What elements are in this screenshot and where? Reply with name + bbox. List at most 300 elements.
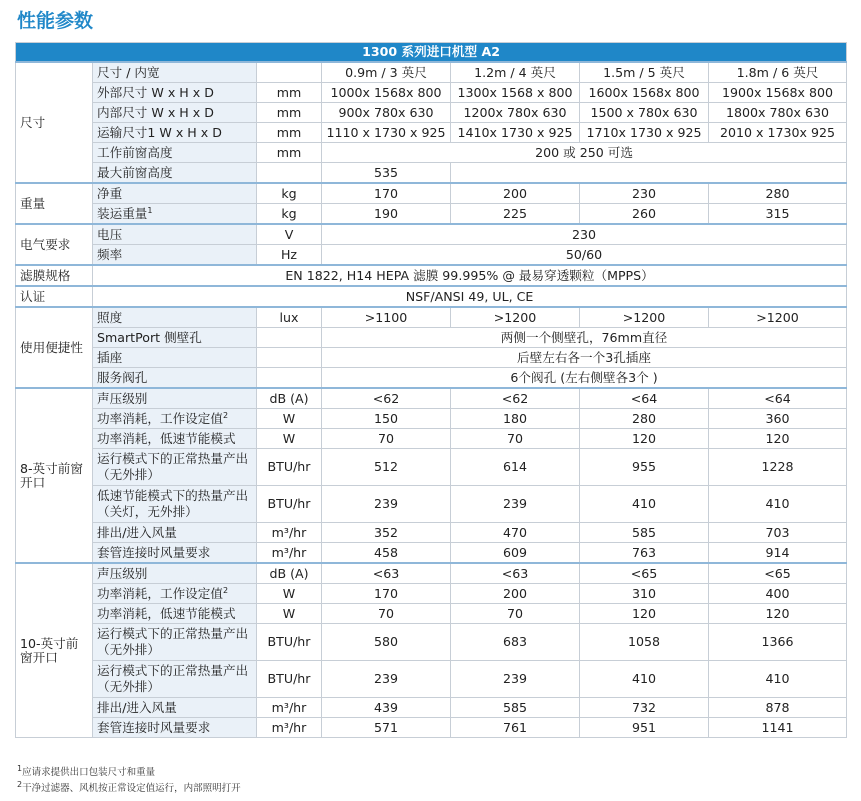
value-cell — [580, 563, 709, 584]
unit-cell — [257, 163, 322, 184]
value-cell-text: 955 — [631, 459, 657, 474]
value-cell — [709, 698, 847, 718]
row-label-text: 套管连接时风量要求 — [97, 544, 211, 560]
row-label-text: 电压 — [97, 226, 123, 242]
value-cell-text: 763 — [631, 544, 657, 560]
row-label — [93, 604, 257, 624]
value-cell-text: 120 — [765, 605, 790, 621]
value-cell — [451, 563, 580, 584]
row-label — [93, 449, 257, 486]
row-label — [93, 563, 257, 584]
value-cell — [580, 624, 709, 661]
value-cell — [580, 204, 709, 225]
value-cell — [580, 718, 709, 738]
value-cell — [451, 661, 580, 698]
table-row — [16, 661, 847, 698]
value-cell — [322, 409, 451, 429]
value-cell — [580, 83, 709, 103]
value-cell — [322, 307, 451, 328]
value-cell — [580, 307, 709, 328]
row-label-text: 运行模式下的正常热量产出（无外排） — [97, 626, 249, 657]
value-cell — [322, 661, 451, 698]
unit-cell-text: W — [282, 410, 296, 426]
value-cell-text: 585 — [502, 699, 528, 715]
unit-cell — [257, 368, 322, 389]
unit-cell — [257, 449, 322, 486]
value-cell-text: 120 — [765, 430, 790, 446]
unit-cell-text: dB (A) — [269, 390, 309, 406]
value-cell-text: 535 — [373, 164, 399, 180]
value-cell — [709, 204, 847, 225]
value-cell — [580, 449, 709, 486]
value-cell-text: 914 — [765, 544, 790, 560]
table-row — [16, 584, 847, 604]
value-cell — [451, 543, 580, 564]
section-open10-text: 10-英寸前窗开口 — [20, 635, 79, 665]
row-label — [93, 307, 257, 328]
value-cell — [322, 103, 451, 123]
value-cell-text: 439 — [373, 699, 399, 715]
value-cell-text: 239 — [502, 671, 528, 686]
value-cell — [709, 123, 847, 143]
value-cell-text: 两侧一个侧壁孔，76mm直径 — [500, 329, 668, 345]
value-cell — [451, 204, 580, 225]
table-row — [16, 62, 847, 83]
section-weight-text: 重量 — [20, 195, 46, 211]
table-row — [16, 698, 847, 718]
row-label-text: 外部尺寸 W x H x D — [97, 84, 214, 100]
unit-cell — [257, 661, 322, 698]
size-cell — [580, 62, 709, 83]
value-cell-text: 230 — [572, 226, 597, 242]
row-label-text: 套管连接时风量要求 — [97, 719, 211, 735]
section-cert — [16, 286, 93, 307]
value-cell-text: 1800x 780x 630 — [726, 104, 830, 120]
value-cell-text: 470 — [502, 524, 528, 540]
row-label — [93, 486, 257, 523]
value-cell — [709, 103, 847, 123]
table-row — [16, 103, 847, 123]
value-cell-text: 70 — [506, 605, 524, 621]
value-cell-text: 6个阀孔 (左右侧壁各3个 ) — [510, 369, 658, 385]
value-cell — [322, 429, 451, 449]
value-cell-text: <62 — [372, 390, 400, 406]
unit-cell — [257, 103, 322, 123]
value-cell-text: 190 — [373, 205, 399, 221]
unit-cell-text: mm — [276, 124, 302, 140]
unit-cell — [257, 62, 322, 83]
value-cell-text: 1058 — [627, 634, 661, 649]
value-cell-text: 120 — [631, 605, 657, 621]
value-cell — [451, 584, 580, 604]
row-label-text: 排出/进入风量 — [97, 524, 177, 540]
table-header — [16, 43, 847, 63]
value-cell-text: 150 — [373, 410, 399, 426]
value-cell — [451, 718, 580, 738]
value-cell — [580, 123, 709, 143]
footnote-text: 应请求提供出口包装尺寸和重量 — [22, 767, 156, 778]
unit-cell — [257, 388, 322, 409]
row-label-text: 功率消耗，工作设定值 — [97, 585, 223, 601]
unit-cell-text: W — [282, 605, 296, 621]
row-label — [93, 409, 257, 429]
value-cell-text: 50/60 — [565, 246, 603, 262]
value-cell — [451, 388, 580, 409]
unit-cell-text: W — [282, 585, 296, 601]
value-cell-text: 70 — [377, 430, 395, 446]
table-row — [16, 624, 847, 661]
value-cell — [709, 449, 847, 486]
size-cell-text: 1.2m / 4 英尺 — [474, 64, 556, 80]
unit-cell-text: m³/hr — [271, 544, 307, 560]
spec-table-body — [16, 43, 847, 738]
table-row — [16, 183, 847, 204]
value-cell-text: 683 — [502, 634, 528, 649]
row-label — [93, 62, 257, 83]
value-cell-text: 230 — [631, 185, 657, 201]
size-cell — [709, 62, 847, 83]
value-cell — [451, 449, 580, 486]
unit-cell-text: mm — [276, 144, 302, 160]
value-cell — [93, 265, 847, 286]
value-cell-text: <64 — [764, 390, 791, 406]
value-cell-text: 512 — [373, 459, 399, 474]
footnote — [17, 781, 241, 797]
row-label-text: 尺寸 / 内宽 — [97, 64, 160, 80]
value-cell — [451, 307, 580, 328]
row-label-text: 运行模式下的正常热量产出（无外排） — [97, 663, 249, 694]
row-label-text: 功率消耗，低速节能模式 — [97, 430, 236, 446]
value-cell-text: 280 — [765, 185, 790, 201]
section-open10 — [16, 563, 93, 738]
row-label-text: 内部尺寸 W x H x D — [97, 104, 214, 120]
row-label-text: 运输尺寸1 W x H x D — [97, 124, 222, 140]
value-cell — [580, 429, 709, 449]
footnote — [17, 765, 241, 781]
value-cell-text: 225 — [502, 205, 528, 221]
value-cell — [451, 486, 580, 523]
size-cell — [451, 62, 580, 83]
value-cell-text: 1228 — [761, 459, 794, 474]
value-cell — [451, 83, 580, 103]
value-cell-text: 352 — [373, 524, 399, 540]
value-cell — [580, 543, 709, 564]
table-row — [16, 83, 847, 103]
value-cell — [451, 103, 580, 123]
value-cell — [580, 486, 709, 523]
unit-cell — [257, 429, 322, 449]
row-label-text: 服务阀孔 — [97, 369, 148, 385]
value-cell-text: 1900x 1568x 800 — [722, 84, 834, 100]
footnote-marker: 2 — [17, 779, 23, 789]
value-cell — [451, 698, 580, 718]
value-cell-text: 310 — [631, 585, 657, 601]
section-electrical-text: 电气要求 — [20, 236, 71, 252]
value-cell — [709, 307, 847, 328]
value-cell — [580, 409, 709, 429]
value-cell — [580, 183, 709, 204]
unit-cell — [257, 183, 322, 204]
row-label-text: 声压级别 — [97, 390, 148, 406]
value-cell-text: 458 — [373, 544, 399, 560]
unit-cell — [257, 624, 322, 661]
value-cell — [322, 348, 847, 368]
row-label — [93, 584, 257, 604]
value-cell-text: 2010 x 1730x 925 — [720, 124, 836, 140]
value-cell-text: 120 — [631, 430, 657, 446]
row-label-text: 声压级别 — [97, 565, 148, 581]
value-cell — [580, 698, 709, 718]
page-title: 性能参数 — [17, 10, 94, 32]
value-cell-text: 410 — [631, 671, 657, 686]
size-cell-text: 1.8m / 6 英尺 — [736, 64, 819, 80]
section-electrical — [16, 224, 93, 265]
value-cell-text: 200 或 250 可选 — [535, 144, 633, 160]
value-cell-text: 70 — [506, 430, 524, 446]
unit-cell-text: mm — [276, 104, 302, 120]
value-cell-text: 1000x 1568x 800 — [330, 84, 442, 100]
row-label-text: 装运重量 — [97, 205, 148, 221]
row-label-text: 功率消耗，工作设定值 — [97, 410, 223, 426]
value-cell-text: 200 — [502, 185, 528, 201]
row-label-text: 低速节能模式下的热量产出（关灯，无外排） — [97, 488, 249, 519]
value-cell-text: 1141 — [761, 719, 794, 735]
value-cell — [709, 486, 847, 523]
unit-cell — [257, 328, 322, 348]
row-label — [93, 624, 257, 661]
row-label — [93, 348, 257, 368]
unit-cell — [257, 348, 322, 368]
unit-cell-text: mm — [276, 84, 302, 100]
table-row — [16, 409, 847, 429]
section-filter-text: 滤膜规格 — [20, 267, 71, 283]
table-row — [16, 348, 847, 368]
unit-cell-text: Hz — [280, 246, 298, 262]
table-row — [16, 486, 847, 523]
value-cell — [322, 718, 451, 738]
unit-cell — [257, 204, 322, 225]
row-label-text: 频率 — [97, 246, 123, 262]
row-label — [93, 224, 257, 245]
table-row — [16, 143, 847, 163]
footnote-text: 干净过滤器、风机按正常设定值运行，内部照明打开 — [22, 783, 241, 794]
row-label-text: 运行模式下的正常热量产出（无外排） — [97, 451, 249, 482]
table-row — [16, 245, 847, 266]
value-cell — [322, 584, 451, 604]
footnote-marker: 2 — [222, 410, 229, 420]
value-cell — [580, 388, 709, 409]
value-cell-text: 170 — [373, 185, 399, 201]
section-filter — [16, 265, 93, 286]
section-weight — [16, 183, 93, 224]
table-row — [16, 224, 847, 245]
row-label — [93, 163, 257, 184]
row-label — [93, 429, 257, 449]
value-cell — [322, 83, 451, 103]
row-label — [93, 543, 257, 564]
unit-cell — [257, 718, 322, 738]
table-row — [16, 543, 847, 564]
unit-cell — [257, 543, 322, 564]
value-cell — [322, 388, 451, 409]
unit-cell-text: m³/hr — [271, 699, 307, 715]
unit-cell-text: kg — [281, 205, 297, 221]
value-cell-text: 900x 780x 630 — [338, 104, 434, 120]
unit-cell-text: BTU/hr — [267, 459, 311, 474]
value-cell — [322, 123, 451, 143]
value-cell — [322, 543, 451, 564]
value-cell-text: 280 — [631, 410, 657, 426]
value-cell — [451, 163, 847, 184]
value-cell-text: 1366 — [761, 634, 794, 649]
value-cell-text: 1710x 1730 x 925 — [586, 124, 702, 140]
unit-cell — [257, 224, 322, 245]
value-cell-text: 410 — [765, 671, 790, 686]
unit-cell-text: BTU/hr — [267, 671, 311, 686]
row-label-text: 净重 — [97, 185, 123, 201]
unit-cell — [257, 523, 322, 543]
value-cell — [709, 661, 847, 698]
value-cell-text: 410 — [765, 496, 790, 511]
unit-cell-text: dB (A) — [269, 565, 309, 581]
value-cell — [322, 224, 847, 245]
value-cell-text: 70 — [377, 605, 395, 621]
unit-cell — [257, 123, 322, 143]
row-label-text: 照度 — [97, 309, 123, 325]
unit-cell-text: lux — [279, 309, 299, 325]
section-usability-text: 使用便捷性 — [20, 339, 83, 355]
value-cell — [709, 584, 847, 604]
section-dimensions — [16, 62, 93, 183]
row-label — [93, 204, 257, 225]
value-cell — [322, 449, 451, 486]
section-open8-text: 8-英寸前窗开口 — [20, 460, 83, 490]
value-cell — [709, 543, 847, 564]
section-open8 — [16, 388, 93, 563]
row-label — [93, 698, 257, 718]
row-label-text: 排出/进入风量 — [97, 699, 177, 715]
table-row — [16, 43, 847, 63]
value-cell — [709, 409, 847, 429]
unit-cell-text: BTU/hr — [267, 496, 311, 511]
value-cell-text: 1600x 1568x 800 — [588, 84, 700, 100]
value-cell — [451, 624, 580, 661]
row-label — [93, 245, 257, 266]
row-label-text: 最大前窗高度 — [97, 164, 173, 180]
value-cell-text: 239 — [373, 671, 399, 686]
row-label — [93, 328, 257, 348]
value-cell-text: 410 — [631, 496, 657, 511]
value-cell-text: 315 — [765, 205, 790, 221]
row-label — [93, 123, 257, 143]
unit-cell-text: W — [282, 430, 296, 446]
value-cell — [322, 183, 451, 204]
value-cell — [451, 123, 580, 143]
table-header-text: 1300 系列进口机型 A2 — [362, 44, 500, 59]
value-cell — [580, 103, 709, 123]
value-cell — [322, 563, 451, 584]
row-label-text: 工作前窗高度 — [97, 144, 173, 160]
size-cell-text: 0.9m / 3 英尺 — [345, 64, 427, 80]
value-cell — [322, 604, 451, 624]
unit-cell — [257, 143, 322, 163]
value-cell — [322, 698, 451, 718]
value-cell-text: 761 — [502, 719, 528, 735]
value-cell — [322, 368, 847, 389]
value-cell-text: >1200 — [756, 309, 799, 325]
section-cert-text: 认证 — [20, 288, 46, 304]
value-cell-text: <65 — [630, 565, 658, 581]
row-label — [93, 718, 257, 738]
unit-cell — [257, 486, 322, 523]
value-cell — [709, 624, 847, 661]
value-cell — [451, 409, 580, 429]
value-cell-text: 732 — [631, 699, 657, 715]
table-row — [16, 265, 847, 286]
value-cell-text: EN 1822, H14 HEPA 滤膜 99.995% @ 最易穿透颗粒（MPPS） — [285, 267, 654, 283]
size-cell-text: 1.5m / 5 英尺 — [603, 64, 685, 80]
value-cell-text: 260 — [631, 205, 657, 221]
unit-cell — [257, 245, 322, 266]
unit-cell-text: kg — [281, 185, 297, 201]
value-cell-text: 614 — [502, 459, 528, 474]
row-label-text: 功率消耗，低速节能模式 — [97, 605, 236, 621]
table-row — [16, 368, 847, 389]
size-cell — [322, 62, 451, 83]
value-cell — [451, 523, 580, 543]
value-cell — [709, 83, 847, 103]
table-row — [16, 163, 847, 184]
value-cell — [451, 183, 580, 204]
footnote-marker: 1 — [17, 763, 23, 773]
value-cell-text: 1500 x 780x 630 — [590, 104, 698, 120]
footnote-marker: 2 — [222, 585, 229, 595]
value-cell — [709, 183, 847, 204]
row-label — [93, 661, 257, 698]
section-dimensions-text: 尺寸 — [20, 114, 46, 130]
unit-cell — [257, 698, 322, 718]
value-cell-text: 1300x 1568 x 800 — [457, 84, 573, 100]
value-cell-text: <63 — [372, 565, 400, 581]
table-row — [16, 718, 847, 738]
unit-cell — [257, 563, 322, 584]
row-label-text: 插座 — [97, 349, 123, 365]
value-cell — [322, 245, 847, 266]
row-label — [93, 368, 257, 389]
unit-cell — [257, 307, 322, 328]
table-row — [16, 604, 847, 624]
value-cell — [322, 163, 451, 184]
value-cell-text: 400 — [765, 585, 790, 601]
value-cell-text: 609 — [502, 544, 528, 560]
unit-cell-text: V — [284, 226, 294, 242]
value-cell — [709, 388, 847, 409]
footnotes — [17, 765, 241, 797]
row-label-text: SmartPort 侧壁孔 — [97, 329, 202, 345]
value-cell — [322, 523, 451, 543]
value-cell-text: 703 — [765, 524, 790, 540]
value-cell-text: 580 — [373, 634, 399, 649]
section-usability — [16, 307, 93, 388]
table-row — [16, 388, 847, 409]
row-label — [93, 523, 257, 543]
value-cell — [322, 328, 847, 348]
value-cell — [709, 718, 847, 738]
table-row — [16, 307, 847, 328]
value-cell-text: 585 — [631, 524, 657, 540]
unit-cell-text: BTU/hr — [267, 634, 311, 649]
row-label — [93, 388, 257, 409]
